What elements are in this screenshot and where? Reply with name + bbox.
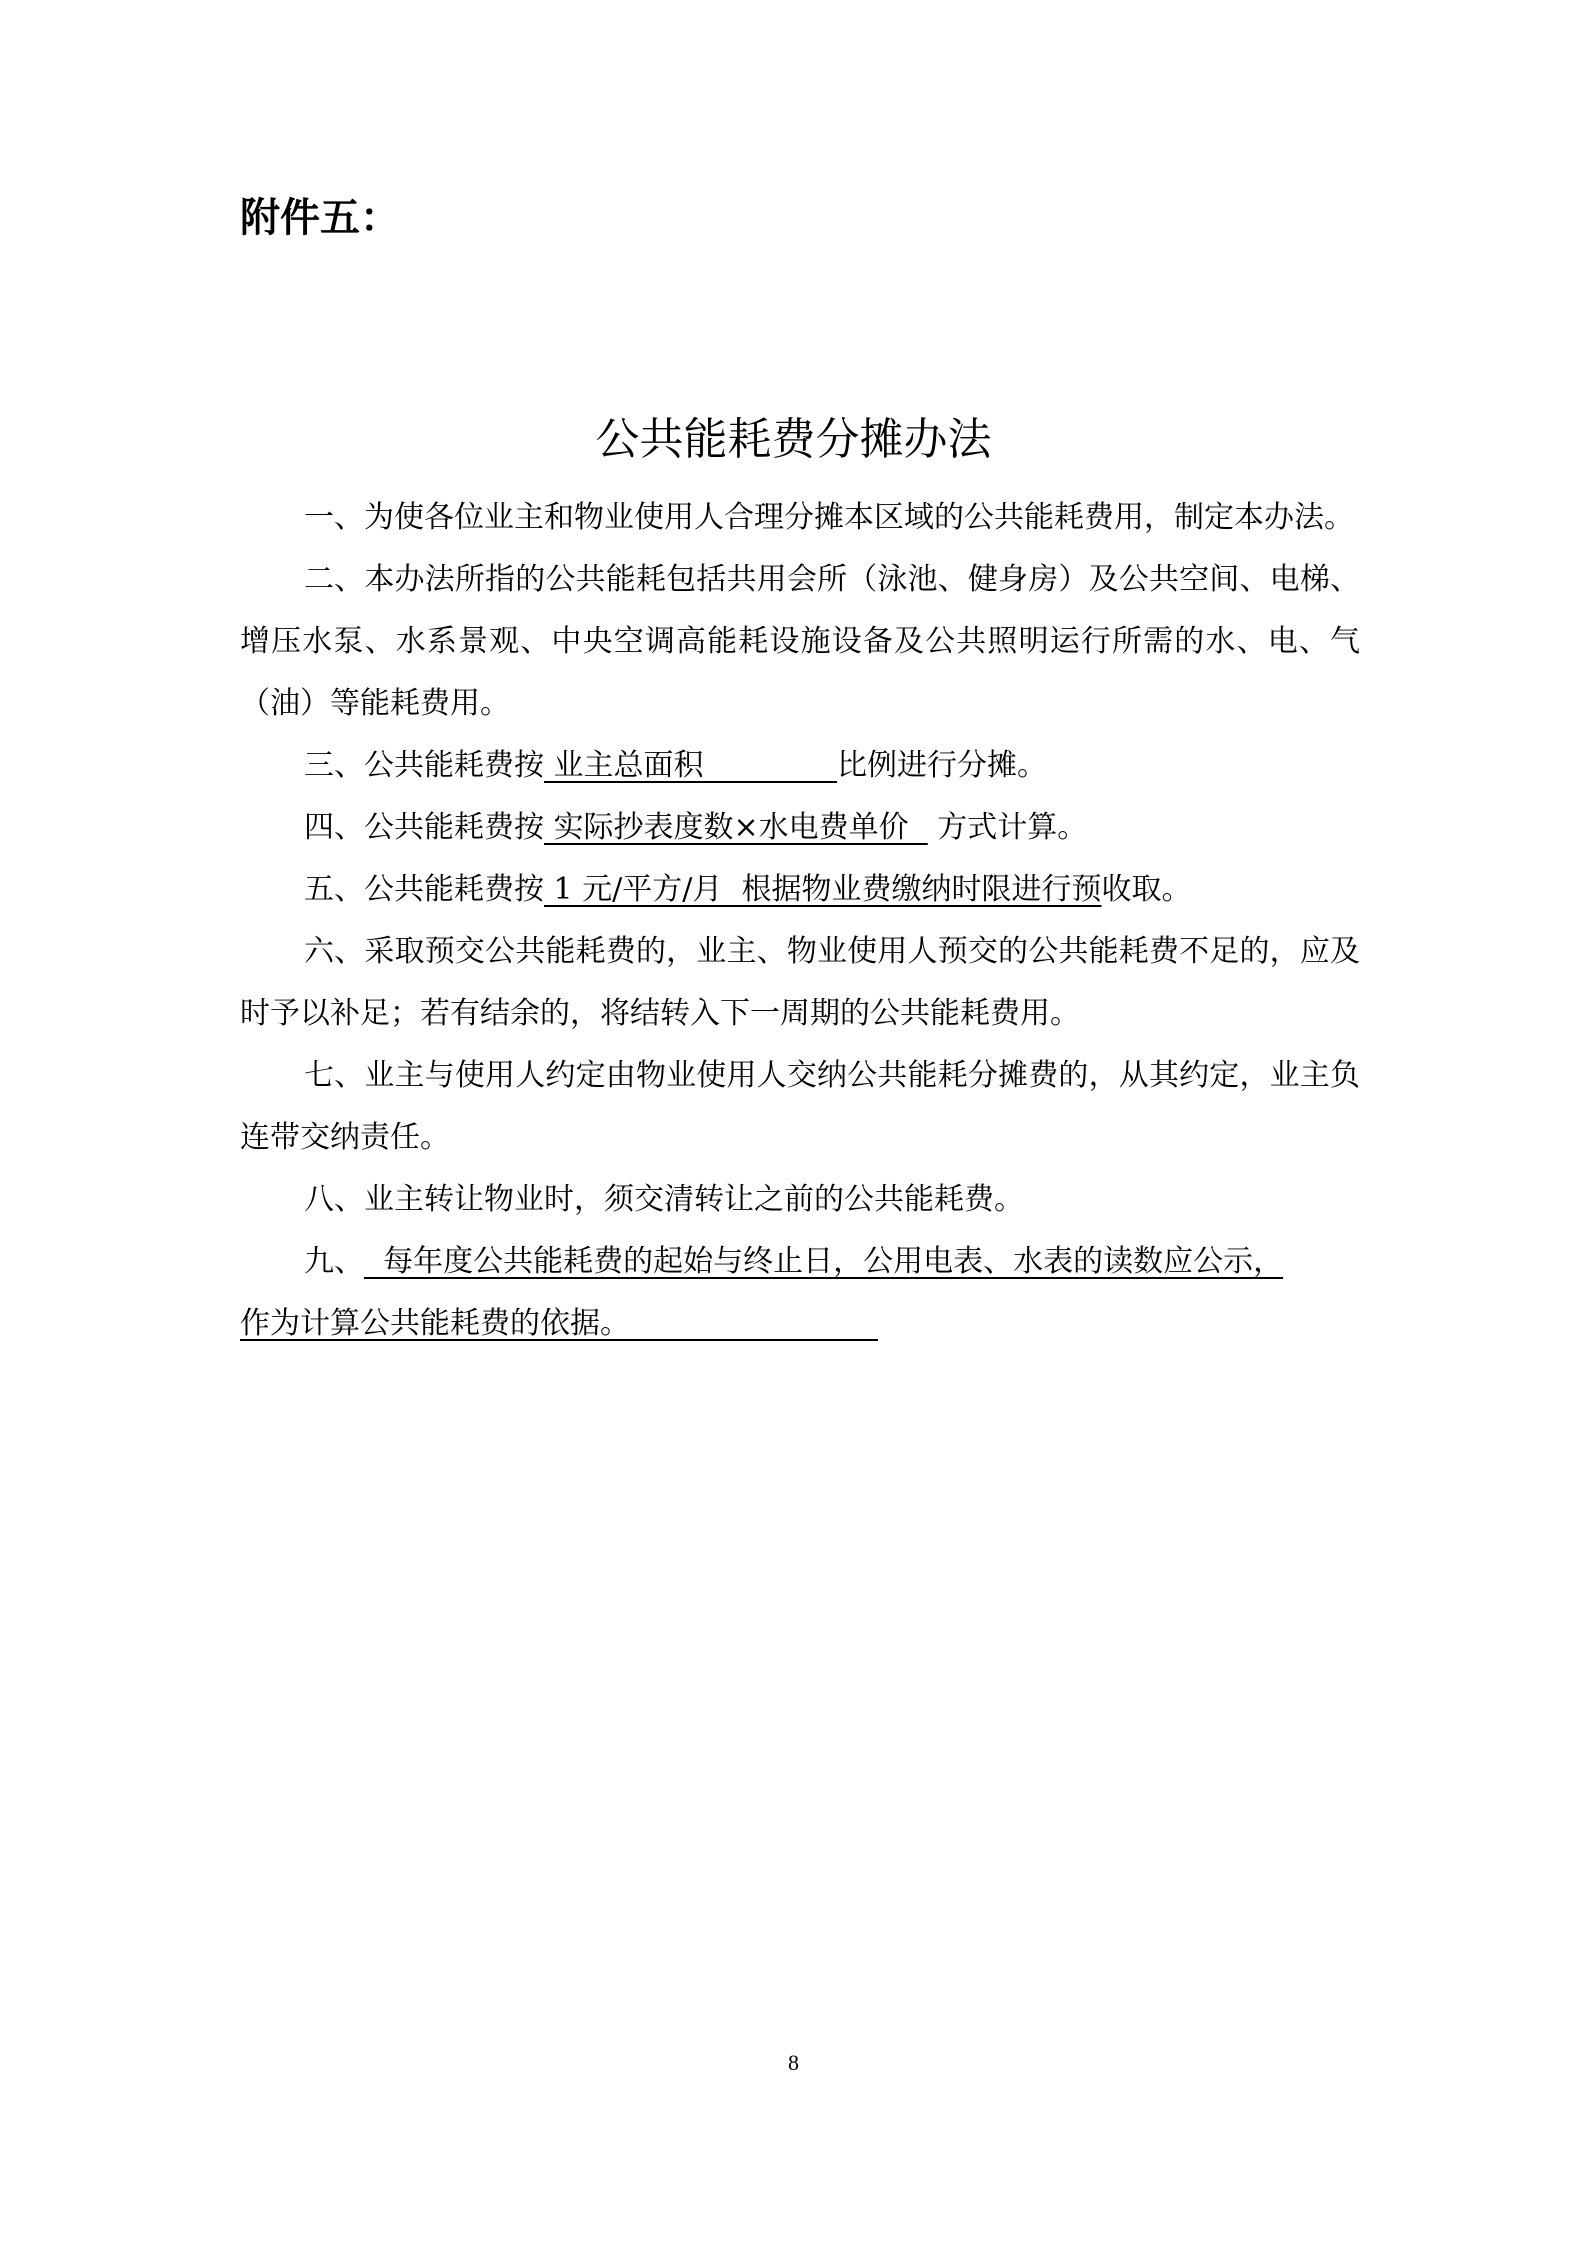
clause-5-suffix: 收取。 bbox=[1101, 872, 1192, 907]
clause-1: 一、为使各位业主和物业使用人合理分摊本区域的公共能耗费用，制定本办法。 bbox=[304, 500, 1354, 535]
clause-2: 二、本办法所指的公共能耗包括共用会所（泳池、健身房）及公共空间、电梯、增压水泵、水系景观、中央空调高能耗设施设备及公共照明运行所需的水、电、气（油）等能耗费用。 bbox=[240, 562, 1360, 721]
clause-5-fill: 1 元/平方/月 根据物业费缴纳时限进行预 bbox=[544, 872, 1102, 907]
clause-3-prefix: 三、公共能耗费按 bbox=[304, 748, 544, 783]
clause-3-fill: 业主总面积 bbox=[544, 748, 838, 783]
clause-5-prefix: 五、公共能耗费按 bbox=[304, 872, 544, 907]
clause-4 bbox=[240, 797, 1360, 859]
document-body bbox=[240, 487, 1360, 1355]
clause-9-fill-line-2: 作为计算公共能耗费的依据。 bbox=[240, 1306, 878, 1341]
attachment-label: 附件五： bbox=[240, 194, 400, 241]
clause-3-suffix: 比例进行分摊。 bbox=[837, 748, 1048, 783]
clause-7: 七、业主与使用人约定由物业使用人交纳公共能耗分摊费的，从其约定，业主负连带交纳责任。 bbox=[240, 1058, 1360, 1155]
clause-3 bbox=[240, 735, 1360, 797]
clause-5 bbox=[240, 859, 1360, 921]
clause-4-fill: 实际抄表度数×水电费单价 bbox=[544, 810, 928, 845]
clause-9-prefix: 九、 bbox=[304, 1244, 364, 1279]
page-number: 8 bbox=[788, 2050, 799, 2075]
clause-4-prefix: 四、公共能耗费按 bbox=[304, 810, 544, 845]
clause-8: 八、业主转让物业时，须交清转让之前的公共能耗费。 bbox=[304, 1182, 1024, 1217]
clause-9-line-1 bbox=[240, 1231, 1360, 1293]
clause-6: 六、采取预交公共能耗费的，业主、物业使用人预交的公共能耗费不足的，应及时予以补足；若有结余的，将结转入下一周期的公共能耗费用。 bbox=[240, 934, 1360, 1031]
clause-9-fill-line-1: 每年度公共能耗费的起始与终止日，公用电表、水表的读数应公示， bbox=[364, 1244, 1284, 1279]
clause-4-suffix: 方式计算。 bbox=[927, 810, 1088, 845]
document-title: 公共能耗费分摊办法 bbox=[595, 414, 992, 465]
clause-9-line-2 bbox=[240, 1293, 1360, 1355]
